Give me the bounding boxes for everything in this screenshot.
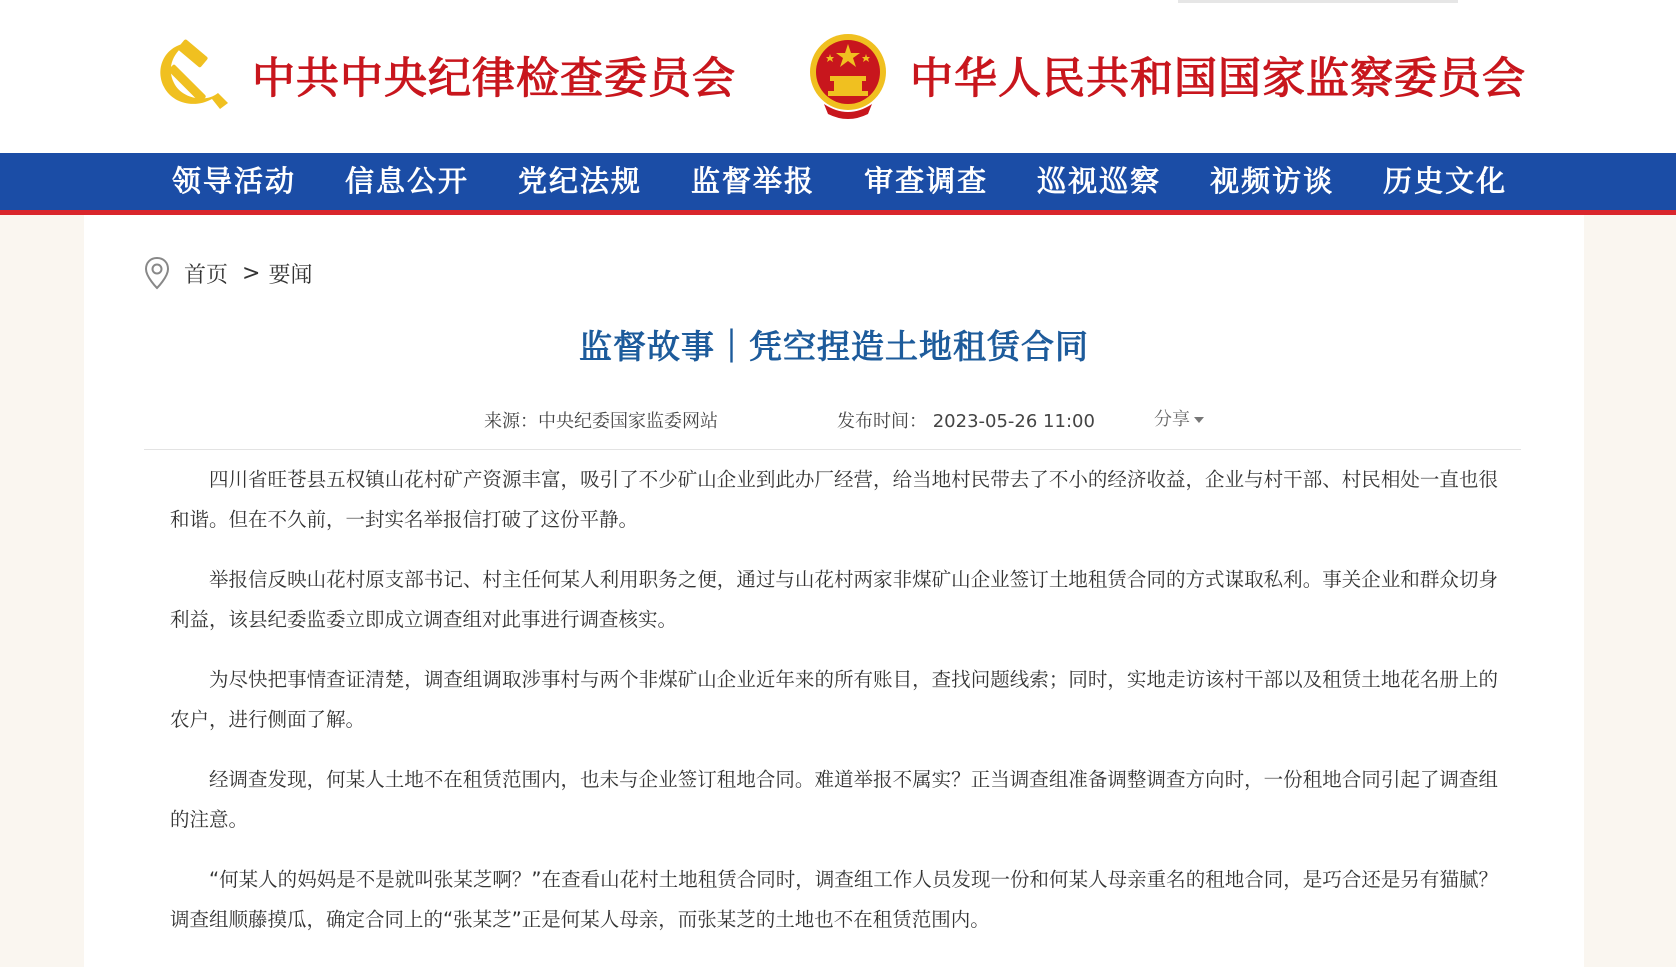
- site-header: [0, 0, 1676, 153]
- article-paragraph: 四川省旺苍县五权镇山花村矿产资源丰富，吸引了不少矿山企业到此办厂经营，给当地村民带去了不小的经济收益，企业与村干部、村民相处一直也很和谐。但在不久前，一封实名举报信打破了这份平静。: [170, 468, 1498, 531]
- article-source: 来源：中央纪委国家监委网站: [484, 411, 718, 432]
- share-label: 分享: [1154, 409, 1190, 430]
- nav-list: [172, 153, 1556, 210]
- article-container: [84, 215, 1584, 967]
- article-paragraph: “何某人的妈妈是不是就叫张某芝啊？”在查看山花村土地租赁合同时，调查组工作人员发现一份和何某人母亲重名的租地合同，是巧合还是另有猫腻？调查组顺藤摸瓜，确定合同上的“张某芝”正是何某人母亲，而张某芝的土地也不在租赁范围内。: [170, 868, 1498, 931]
- nav-item-history[interactable]: 历史文化: [1383, 164, 1508, 198]
- national-emblem-icon: [806, 30, 890, 120]
- article-paragraph: 经调查发现，何某人土地不在租赁范围内，也未与企业签订租地合同。难道举报不属实？正当调查组准备调整调查方向时，一份租地合同引起了调查组的注意。: [170, 768, 1498, 831]
- nav-item-report[interactable]: 监督举报: [691, 164, 816, 198]
- ccdi-title: 中共中央纪律检查委员会: [252, 53, 736, 104]
- nsc-title: 中华人民共和国国家监察委员会: [910, 53, 1526, 104]
- share-button[interactable]: [1154, 405, 1204, 431]
- breadcrumb-separator: >: [242, 260, 261, 286]
- main-nav: [0, 153, 1676, 215]
- nav-item-leadership[interactable]: 领导活动: [172, 164, 297, 198]
- search-box-edge[interactable]: [1178, 0, 1458, 3]
- ccdi-logo[interactable]: [148, 30, 736, 120]
- caret-down-icon: [1194, 417, 1204, 423]
- nav-item-video[interactable]: 视频访谈: [1210, 164, 1335, 198]
- article-paragraph: 举报信反映山花村原支部书记、村主任何某人利用职务之便，通过与山花村两家非煤矿山企业签订土地租赁合同的方式谋取私利。事关企业和群众切身利益，该县纪委监委立即成立调查组对此事进行调查核实。: [170, 568, 1498, 631]
- breadcrumb: [144, 255, 312, 291]
- nav-item-inspection[interactable]: 巡视巡察: [1037, 164, 1162, 198]
- nav-item-info-disclosure[interactable]: 信息公开: [345, 164, 470, 198]
- nav-item-investigation[interactable]: 审查调查: [864, 164, 989, 198]
- article-body: [170, 460, 1498, 960]
- article-title: 监督故事｜凭空捏造土地租赁合同: [579, 327, 1089, 366]
- breadcrumb-home[interactable]: 首页: [184, 262, 229, 288]
- article-meta: [144, 395, 1521, 450]
- location-pin-icon: [144, 256, 170, 290]
- hammer-sickle-icon: [148, 33, 232, 117]
- breadcrumb-current[interactable]: 要闻: [268, 262, 313, 288]
- article-paragraph: 为尽快把事情查证清楚，调查组调取涉事村与两个非煤矿山企业近年来的所有账目，查找问题线索；同时，实地走访该村干部以及租赁土地花名册上的农户，进行侧面了解。: [170, 668, 1498, 731]
- nav-item-regulations[interactable]: 党纪法规: [518, 164, 643, 198]
- article-publish-time: 发布时间： 2023-05-26 11:00: [837, 411, 1095, 432]
- nsc-logo[interactable]: [806, 30, 1526, 120]
